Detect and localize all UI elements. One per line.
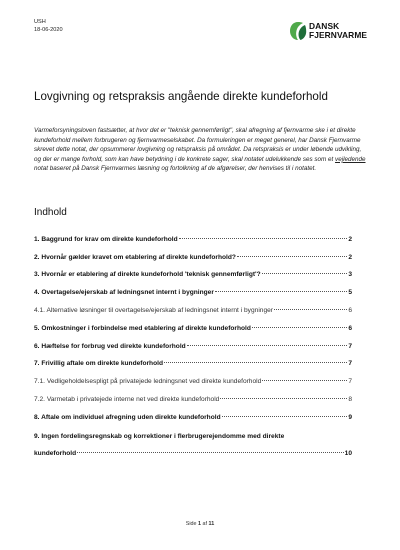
toc-entry[interactable]: [34, 307, 352, 315]
toc-leader-dots: [274, 309, 347, 310]
toc-entry[interactable]: [34, 360, 352, 368]
toc-entry-title: 9. Ingen fordelingsregnskab og korrektioner i flerbrugerejendomme med direkte: [34, 433, 285, 440]
document-date: 18-06-2020: [34, 26, 63, 33]
toc-page-number: 9: [348, 414, 352, 421]
toc-entry-title: 6. Hæftelse for forbrug ved direkte kundeforhold: [34, 343, 186, 350]
toc-entry[interactable]: [34, 414, 352, 422]
toc-entry[interactable]: [34, 289, 352, 297]
toc-entry[interactable]: [34, 433, 352, 441]
intro-text-start: Varmeforsyningsloven fastsætter, at hvor det er "teknisk gennemførligt", skal afregning af fjernvarme ske i et direkte kundeforhold mellem forbrugeren og fjernvarmeselskabet. Da formuleringen er meget generel, har Dansk Fjernvarme skrevet dette notat, der opsummerer lovgivning og retspraksis på området. Da retspraksis er under løbende udvikling, og der er mange forhold, som kan have betydning i de konkrete sager, skal notatet udelukkende ses som et: [34, 127, 362, 163]
intro-text-end: notat baseret på Dansk Fjernvarmes læsning og fortolkning af de afgørelser, der henvises til i notatet.: [34, 165, 317, 173]
toc-leader-dots: [237, 256, 347, 257]
toc-page-number: 8: [348, 396, 352, 403]
total-pages-number: 11: [208, 521, 215, 527]
toc-entry-title: 7. Frivillig aftale om direkte kundeforhold: [34, 360, 163, 367]
toc-entry[interactable]: [34, 378, 352, 386]
toc-page-number: 5: [348, 289, 352, 296]
dansk-fjernvarme-logo: [289, 21, 371, 43]
dansk-fjernvarme-logo-icon: [289, 21, 307, 41]
toc-leader-dots: [179, 238, 348, 239]
footer-middle: af: [201, 521, 209, 527]
toc-page-number: 6: [348, 325, 352, 332]
toc-entry-title: 7.1. Vedligeholdelsespligt på privatejede ledningsnet ved direkte kundeforhold: [34, 378, 262, 385]
toc-leader-dots: [262, 380, 347, 381]
toc-entry-title: kundeforhold: [34, 450, 77, 457]
toc-entry[interactable]: [34, 271, 352, 279]
logo-text-line1: DANSK: [309, 21, 340, 31]
toc-entry[interactable]: [34, 450, 352, 458]
intro-paragraph: [34, 126, 368, 174]
toc-page-number: 7: [348, 360, 352, 367]
toc-entry[interactable]: [34, 236, 352, 244]
page-footer: [0, 521, 400, 527]
toc-entry-title: 5. Omkostninger i forbindelse med etablering af direkte kundeforhold: [34, 325, 251, 332]
toc-leader-dots: [220, 398, 347, 399]
document-title: Lovgivning og retspraksis angående direkte kundeforhold: [34, 90, 328, 103]
toc-page-number: 7: [348, 343, 352, 350]
org-code: USH: [34, 19, 46, 25]
toc-page-number: 10: [344, 450, 352, 457]
toc-entry[interactable]: [34, 343, 352, 351]
logo-text-line2: FJERNVARME: [309, 30, 368, 40]
toc-entry-title: 4. Overtagelse/ejerskab af ledningsnet internt i bygninger: [34, 289, 214, 296]
toc-heading: Indhold: [34, 207, 67, 218]
toc-leader-dots: [252, 327, 347, 328]
intro-underlined-term: vejledende: [335, 155, 366, 163]
document-meta: [34, 19, 63, 34]
toc-entry-title: 2. Hvornår gælder kravet om etablering af direkte kundeforhold?: [34, 254, 236, 261]
toc-page-number: 6: [348, 307, 352, 314]
toc-entry-title: 7.2. Varmetab i privatejede interne net ved direkte kundeforhold: [34, 396, 220, 403]
current-page-number: 1: [198, 521, 202, 527]
toc-leader-dots: [164, 362, 347, 363]
toc-page-number: 2: [348, 236, 352, 243]
toc-leader-dots: [222, 416, 348, 417]
toc-entry-title: 1. Baggrund for krav om direkte kundeforhold: [34, 236, 178, 243]
toc-page-number: 2: [348, 254, 352, 261]
toc-entry[interactable]: [34, 254, 352, 262]
toc-leader-dots: [187, 345, 348, 346]
toc-entry-title: 4.1. Alternative løsninger til overtagelse/ejerskab af ledningsnet internt i bygninger: [34, 307, 273, 314]
toc-page-number: 3: [348, 271, 352, 278]
footer-prefix: Side: [185, 521, 199, 527]
toc-entry-title: 8. Aftale om individuel afregning uden direkte kundeforhold: [34, 414, 221, 421]
toc-entry[interactable]: [34, 325, 352, 333]
toc-leader-dots: [215, 291, 347, 292]
toc-entry-title: 3. Hvornår er etablering af direkte kundeforhold 'teknisk gennemførligt'?: [34, 271, 261, 278]
toc-entry[interactable]: [34, 396, 352, 404]
toc-page-number: 7: [348, 378, 352, 385]
toc-leader-dots: [262, 273, 348, 274]
toc-leader-dots: [77, 452, 344, 453]
